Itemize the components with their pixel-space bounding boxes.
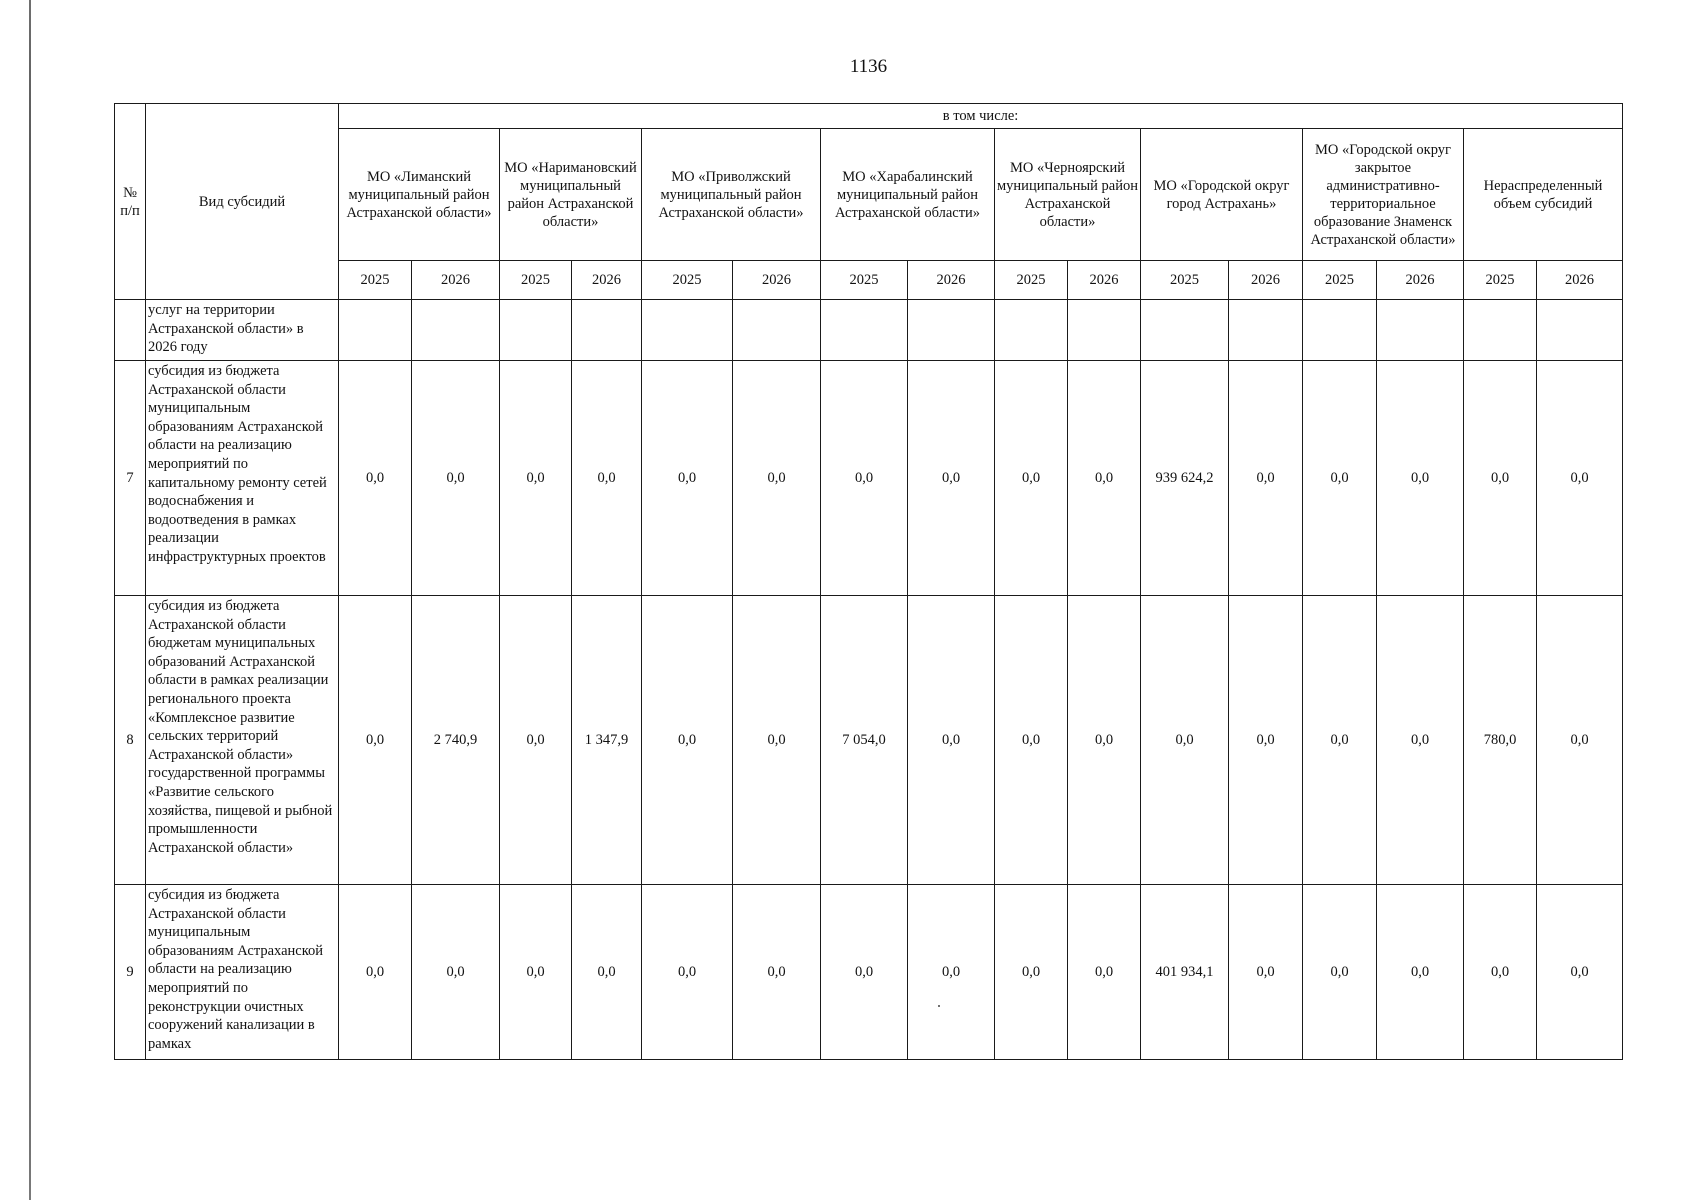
row-description: услуг на территории Астраханской области» в 2026 году xyxy=(146,300,339,361)
cell-value: 0,0 xyxy=(642,361,733,596)
cell-value: 0,0 xyxy=(995,885,1068,1060)
cell-value: 0,0 xyxy=(572,885,642,1060)
cell-value xyxy=(995,300,1068,361)
subsidy-table xyxy=(114,103,1623,1060)
page-number: 1136 xyxy=(849,56,888,77)
cell-value xyxy=(412,300,500,361)
header-municipality: МО «Приволжский муниципальный район Астраханской области» xyxy=(642,129,821,261)
scan-speck xyxy=(938,1005,940,1007)
header-year: 2025 xyxy=(995,261,1068,300)
cell-value: 0,0 xyxy=(995,596,1068,885)
cell-value xyxy=(1141,300,1229,361)
cell-value: 0,0 xyxy=(339,596,412,885)
header-year: 2026 xyxy=(1377,261,1464,300)
cell-value xyxy=(1464,300,1537,361)
cell-value xyxy=(500,300,572,361)
header-year: 2026 xyxy=(1229,261,1303,300)
cell-value: 0,0 xyxy=(1141,596,1229,885)
header-year: 2026 xyxy=(733,261,821,300)
cell-value: 0,0 xyxy=(1303,885,1377,1060)
cell-value: 0,0 xyxy=(500,361,572,596)
cell-value: 0,0 xyxy=(1068,885,1141,1060)
cell-value: 0,0 xyxy=(733,361,821,596)
cell-value: 0,0 xyxy=(1537,596,1623,885)
header-municipality: МО «Харабалинский муниципальный район Астраханской области» xyxy=(821,129,995,261)
cell-value: 0,0 xyxy=(821,361,908,596)
cell-value: 0,0 xyxy=(1537,361,1623,596)
cell-value: 0,0 xyxy=(908,885,995,1060)
table-row xyxy=(115,300,1623,361)
cell-value: 0,0 xyxy=(1229,361,1303,596)
header-year: 2026 xyxy=(412,261,500,300)
row-num: 9 xyxy=(115,885,146,1060)
cell-value xyxy=(1537,300,1623,361)
cell-value: 0,0 xyxy=(1377,885,1464,1060)
cell-value: 7 054,0 xyxy=(821,596,908,885)
cell-value: 0,0 xyxy=(1303,361,1377,596)
header-group: в том числе: xyxy=(339,104,1623,129)
row-num: 8 xyxy=(115,596,146,885)
cell-value: 939 624,2 xyxy=(1141,361,1229,596)
header-year: 2026 xyxy=(1068,261,1141,300)
cell-value xyxy=(908,300,995,361)
header-year: 2026 xyxy=(572,261,642,300)
cell-value: 0,0 xyxy=(500,596,572,885)
header-year: 2025 xyxy=(1464,261,1537,300)
cell-value: 0,0 xyxy=(1464,361,1537,596)
header-num: № п/п xyxy=(115,104,146,300)
cell-value: 0,0 xyxy=(1464,885,1537,1060)
cell-value: 0,0 xyxy=(1377,361,1464,596)
header-municipality: МО «Городской округ город Астрахань» xyxy=(1141,129,1303,261)
cell-value: 780,0 xyxy=(1464,596,1537,885)
cell-value xyxy=(1068,300,1141,361)
header-year: 2025 xyxy=(821,261,908,300)
header-year: 2025 xyxy=(1303,261,1377,300)
cell-value xyxy=(1303,300,1377,361)
cell-value xyxy=(339,300,412,361)
cell-value: 0,0 xyxy=(1068,361,1141,596)
cell-value: 0,0 xyxy=(339,885,412,1060)
header-municipality: МО «Черноярский муниципальный район Астраханской области» xyxy=(995,129,1141,261)
cell-value: 0,0 xyxy=(995,361,1068,596)
cell-value xyxy=(821,300,908,361)
cell-value: 0,0 xyxy=(412,885,500,1060)
cell-value xyxy=(572,300,642,361)
header-year: 2026 xyxy=(1537,261,1623,300)
cell-value: 0,0 xyxy=(1303,596,1377,885)
header-municipality: МО «Наримановский муниципальный район Астраханской области» xyxy=(500,129,642,261)
row-num: 7 xyxy=(115,361,146,596)
header-year: 2026 xyxy=(908,261,995,300)
header-year: 2025 xyxy=(642,261,733,300)
row-description: субсидия из бюджета Астраханской области муниципальным образованиям Астраханской области на реализацию мероприятий по капитальному ремонту сетей водоснабжения и водоотведения в рамках реализации инфраструктурных проектов xyxy=(146,361,339,596)
cell-value xyxy=(642,300,733,361)
cell-value: 0,0 xyxy=(1537,885,1623,1060)
cell-value: 0,0 xyxy=(339,361,412,596)
row-description: субсидия из бюджета Астраханской области бюджетам муниципальных образований Астраханской области в рамках реализации регионального проекта «Комплексное развитие сельских территорий Астраханской области» государственной программы «Развитие сельского хозяйства, пищевой и рыбной промышленности Астраханской области» xyxy=(146,596,339,885)
header-year: 2025 xyxy=(339,261,412,300)
table-row xyxy=(115,885,1623,1060)
cell-value xyxy=(1377,300,1464,361)
row-description: субсидия из бюджета Астраханской области муниципальным образованиям Астраханской области на реализацию мероприятий по реконструкции очистных сооружений канализации в рамках xyxy=(146,885,339,1060)
cell-value: 0,0 xyxy=(642,596,733,885)
cell-value: 0,0 xyxy=(821,885,908,1060)
cell-value: 0,0 xyxy=(572,361,642,596)
binding-edge-line xyxy=(29,0,31,1200)
cell-value xyxy=(733,300,821,361)
cell-value: 401 934,1 xyxy=(1141,885,1229,1060)
cell-value: 1 347,9 xyxy=(572,596,642,885)
cell-value: 0,0 xyxy=(733,885,821,1060)
header-unallocated: Нераспределенный объем субсидий xyxy=(1464,129,1623,261)
cell-value: 0,0 xyxy=(1377,596,1464,885)
header-subsidy-type: Вид субсидий xyxy=(146,104,339,300)
cell-value: 0,0 xyxy=(1229,885,1303,1060)
cell-value: 0,0 xyxy=(412,361,500,596)
header-year: 2025 xyxy=(500,261,572,300)
header-municipality: МО «Городской округ закрытое административно-территориальное образование Знаменск Астраханской области» xyxy=(1303,129,1464,261)
row-num xyxy=(115,300,146,361)
table-row xyxy=(115,361,1623,596)
cell-value: 0,0 xyxy=(733,596,821,885)
table-row xyxy=(115,596,1623,885)
cell-value: 0,0 xyxy=(1229,596,1303,885)
cell-value: 2 740,9 xyxy=(412,596,500,885)
header-municipality: МО «Лиманский муниципальный район Астраханской области» xyxy=(339,129,500,261)
cell-value: 0,0 xyxy=(642,885,733,1060)
cell-value: 0,0 xyxy=(908,361,995,596)
cell-value: 0,0 xyxy=(1068,596,1141,885)
cell-value: 0,0 xyxy=(908,596,995,885)
cell-value xyxy=(1229,300,1303,361)
header-year: 2025 xyxy=(1141,261,1229,300)
cell-value: 0,0 xyxy=(500,885,572,1060)
